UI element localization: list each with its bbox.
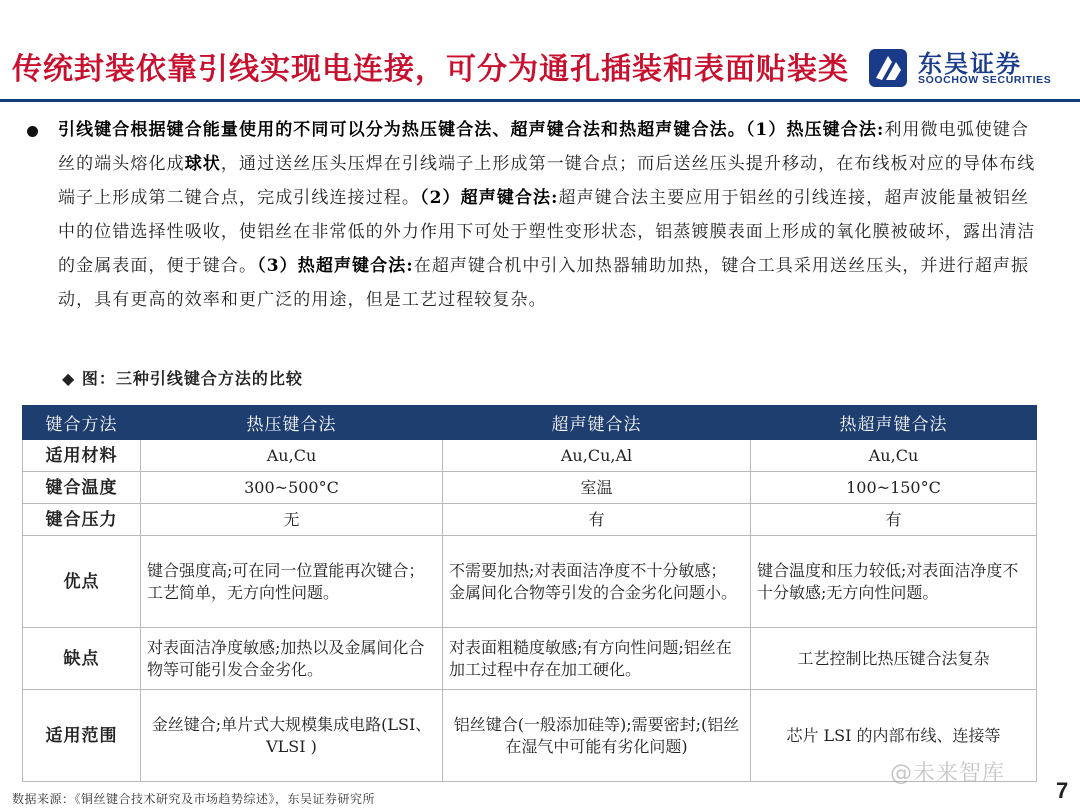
comparison-table [22, 405, 1037, 782]
intro-label-thermocompression: （1）热压键合法: [745, 120, 885, 140]
figure-caption: ◆ 图：三种引线键合方法的比较 [62, 369, 303, 388]
table-cell: Au,Cu [141, 440, 443, 472]
table-header-row [23, 406, 1037, 440]
row-label: 优点 [23, 536, 141, 628]
table-cell: 100~150°C [751, 472, 1037, 504]
page-title: 传统封装依靠引线实现电连接，可分为通孔插装和表面贴装类 [12, 52, 849, 87]
intro-text: 在超声键合机中引入加热器辅助加热，键合工具采用送丝压头，并进行超声振动，具有更高的效率和更广泛的用途，但是工艺过程较复杂。 [58, 256, 1030, 310]
table-cell: 键合强度高;可在同一位置能再次键合； 工艺简单，无方向性问题。 [141, 536, 443, 628]
row-label: 缺点 [23, 628, 141, 690]
table-cell: 无 [141, 504, 443, 536]
table-header-cell: 热压键合法 [141, 406, 443, 440]
table-cell: 金丝键合;单片式大规模集成电路(LSI、VLSI ) [141, 690, 443, 782]
table-cell: Au,Cu [751, 440, 1037, 472]
bullet-icon [27, 126, 38, 137]
page-number: 7 [1056, 778, 1069, 803]
table-cell: 不需要加热;对表面洁净度不十分敏感； 金属间化合物等引发的合金劣化问题小。 [443, 536, 751, 628]
table-cell: 300~500°C [141, 472, 443, 504]
table-cell: 有 [751, 504, 1037, 536]
watermark: @未来智库 [890, 761, 1006, 786]
soochow-logo [868, 44, 1068, 90]
logo-chinese-name: 东吴证券 [918, 50, 1022, 78]
logo-english-name: SOOCHOW SECURITIES [918, 74, 1052, 86]
header-divider [0, 99, 1080, 102]
table-row [23, 690, 1037, 782]
table-cell: 铝丝键合(一般添加硅等);需要密封;(铝丝在湿气中可能有劣化问题) [443, 690, 751, 782]
table-row [23, 536, 1037, 628]
intro-label-ultrasonic: （2）超声键合法: [420, 188, 559, 208]
table-cell: 工艺控制比热压键合法复杂 [751, 628, 1037, 690]
table-header-cell: 热超声键合法 [751, 406, 1037, 440]
intro-label-thermosonic: （3）热超声键合法: [257, 256, 414, 276]
table-row [23, 628, 1037, 690]
data-source-note: 数据来源：《铜丝键合技术研究及市场趋势综述》，东吴证券研究所 [12, 792, 376, 806]
table-row [23, 440, 1037, 472]
intro-text: 利用微电弧使键合丝的端头熔化成 [58, 120, 1030, 174]
table-cell: 对表面粗糙度敏感;有方向性问题;铝丝在加工过程中存在加工硬化。 [443, 628, 751, 690]
table-cell: Au,Cu,Al [443, 440, 751, 472]
row-label: 键合压力 [23, 504, 141, 536]
table-cell: 室温 [443, 472, 751, 504]
table-header-cell: 键合方法 [23, 406, 141, 440]
table-cell: 对表面洁净度敏感;加热以及金属间化合物等可能引发合金劣化。 [141, 628, 443, 690]
table-cell: 键合温度和压力较低;对表面洁净度不十分敏感;无方向性问题。 [751, 536, 1037, 628]
row-label: 适用范围 [23, 690, 141, 782]
table-header-cell: 超声键合法 [443, 406, 751, 440]
table-cell: 有 [443, 504, 751, 536]
intro-paragraph [58, 113, 1040, 317]
table-row [23, 504, 1037, 536]
table-row [23, 472, 1037, 504]
table-cell: 芯片 LSI 的内部布线、连接等 [751, 690, 1037, 782]
row-label: 键合温度 [23, 472, 141, 504]
intro-emphasis-ball: 球状 [184, 154, 221, 174]
intro-lead: 引线键合根据键合能量使用的不同可以分为热压键合法、超声键合法和热超声键合法。 [58, 120, 746, 140]
soochow-logo-icon [868, 48, 908, 88]
intro-text: 超声键合法主要应用于铝丝的引线连接，超声波能量被铝丝中的位错选择性吸收，使铝丝在非常低的外力作用下可处于塑性变形状态，铝蒸镀膜表面上形成的氧化膜被破坏，露出清洁的金属表面，便于键合。 [58, 188, 1036, 276]
intro-text: ，通过送丝压头压焊在引线端子上形成第一键合点；而后送丝压头提升移动，在布线板对应的导体布线端子上形成第二键合点，完成引线连接过程。 [58, 154, 1036, 208]
row-label: 适用材料 [23, 440, 141, 472]
